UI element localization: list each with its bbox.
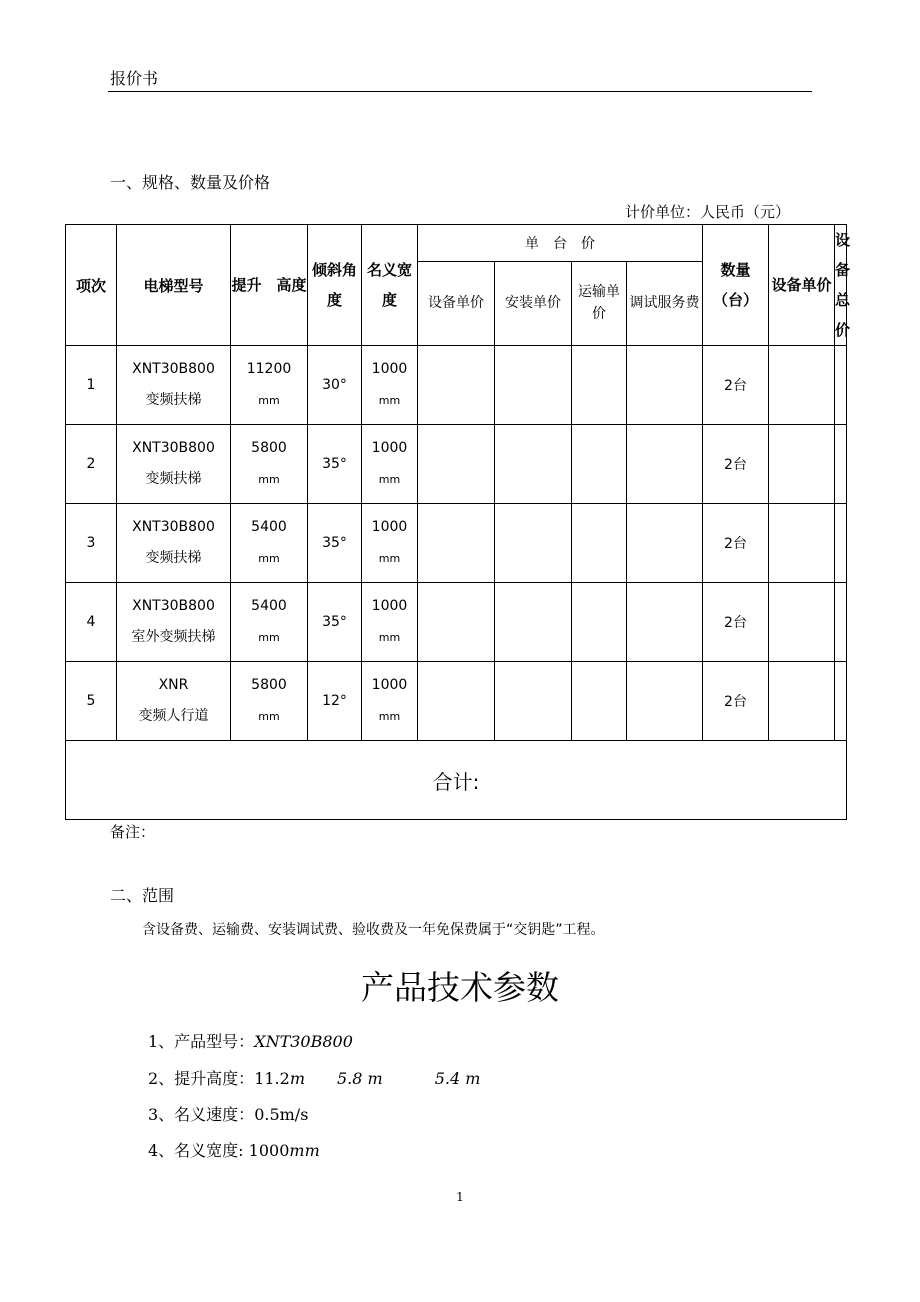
header-commission-fee: 调试服务费 <box>627 261 703 345</box>
spec-line-rise <box>148 1066 480 1089</box>
cell-equipment-unit-price <box>769 662 835 741</box>
cell-commission-fee <box>627 346 703 425</box>
spec-value: 5.8 m <box>336 1069 383 1088</box>
width-value: 1000 <box>371 361 408 377</box>
width-unit: mm <box>378 710 401 723</box>
cell-item-no: 2 <box>66 425 117 504</box>
model-code: XNT30B800 <box>132 519 215 535</box>
rise-unit: mm <box>258 631 280 644</box>
total-label: 合计: <box>66 741 847 820</box>
cell-rise <box>231 504 308 583</box>
width-value: 1000 <box>371 519 408 535</box>
rise-value: 5800 <box>251 677 287 693</box>
cell-rise <box>231 425 308 504</box>
model-code: XNT30B800 <box>132 440 215 456</box>
rise-value: 11200 <box>246 361 292 377</box>
table-total-row <box>66 741 847 820</box>
header-equipment-total-price: 设备总价 <box>835 225 847 346</box>
currency-unit-note: 计价单位：人民币（元） <box>625 203 791 221</box>
cell-rise <box>231 583 308 662</box>
cell-angle: 30° <box>308 346 362 425</box>
spec-value: 5.4 m <box>434 1069 481 1088</box>
spec-value: XNT30B800 <box>254 1032 353 1051</box>
cell-transport-unit <box>572 583 627 662</box>
page-number: 1 <box>456 1190 464 1204</box>
model-name: 变频扶梯 <box>145 550 202 566</box>
spec-unit: mm <box>289 1141 320 1160</box>
width-unit: mm <box>378 552 401 565</box>
cell-transport-unit <box>572 662 627 741</box>
cell-width <box>362 583 418 662</box>
table-row <box>66 425 847 504</box>
header-install-unit: 安装单价 <box>495 261 572 345</box>
cell-install-unit <box>495 662 572 741</box>
cell-install-unit <box>495 583 572 662</box>
model-code: XNR <box>158 677 189 693</box>
section2-heading: 二、范围 <box>110 886 175 905</box>
model-name: 变频扶梯 <box>145 471 202 487</box>
cell-equipment-total-price <box>835 662 847 741</box>
cell-commission-fee <box>627 425 703 504</box>
cell-angle: 35° <box>308 425 362 504</box>
rise-unit: mm <box>258 552 280 565</box>
header-angle: 倾斜角度 <box>308 225 362 346</box>
width-unit: mm <box>378 473 401 486</box>
header-divider <box>108 91 812 92</box>
cell-transport-unit <box>572 425 627 504</box>
cell-angle: 35° <box>308 583 362 662</box>
table-row <box>66 583 847 662</box>
header-model: 电梯型号 <box>117 225 231 346</box>
spec-label: 2、提升高度： <box>148 1069 255 1088</box>
rise-value: 5800 <box>251 440 287 456</box>
spec-value: 1000 <box>248 1141 290 1160</box>
cell-equipment-unit-price <box>769 346 835 425</box>
spec-value: 0.5m/s <box>254 1105 309 1124</box>
rise-unit: mm <box>258 473 280 486</box>
rise-unit: mm <box>258 710 280 723</box>
cell-equipment-unit <box>418 346 495 425</box>
cell-equipment-total-price <box>835 346 847 425</box>
model-name: 室外变频扶梯 <box>131 629 216 645</box>
table-row <box>66 346 847 425</box>
cell-width <box>362 346 418 425</box>
spec-label: 1、产品型号： <box>148 1032 255 1051</box>
cell-quantity: 2台 <box>703 583 769 662</box>
width-value: 1000 <box>371 440 408 456</box>
cell-model <box>117 583 231 662</box>
cell-equipment-unit-price <box>769 583 835 662</box>
table-header-row <box>66 225 847 262</box>
table-row <box>66 504 847 583</box>
header-equipment-unit: 设备单价 <box>418 261 495 345</box>
cell-commission-fee <box>627 504 703 583</box>
cell-equipment-unit <box>418 583 495 662</box>
header-item-no: 项次 <box>66 225 117 346</box>
header-equipment-unit-price: 设备单价 <box>769 225 835 346</box>
spec-line-width <box>148 1138 320 1161</box>
cell-quantity: 2台 <box>703 662 769 741</box>
table-row <box>66 662 847 741</box>
rise-unit: mm <box>258 394 280 407</box>
cell-install-unit <box>495 504 572 583</box>
cell-equipment-total-price <box>835 583 847 662</box>
remarks-label: 备注： <box>110 823 156 841</box>
cell-rise <box>231 346 308 425</box>
width-unit: mm <box>378 631 401 644</box>
spec-value: 11.2 <box>254 1069 290 1088</box>
cell-equipment-total-price <box>835 425 847 504</box>
cell-rise <box>231 662 308 741</box>
width-unit: mm <box>378 394 401 407</box>
cell-quantity: 2台 <box>703 504 769 583</box>
width-value: 1000 <box>371 677 408 693</box>
cell-item-no: 1 <box>66 346 117 425</box>
cell-width <box>362 504 418 583</box>
cell-angle: 12° <box>308 662 362 741</box>
cell-equipment-total-price <box>835 504 847 583</box>
document-header-title: 报价书 <box>110 69 159 88</box>
cell-equipment-unit-price <box>769 425 835 504</box>
cell-angle: 35° <box>308 504 362 583</box>
header-unit-price-group: 单 台 价 <box>418 225 703 262</box>
cell-transport-unit <box>572 346 627 425</box>
header-width: 名义宽度 <box>362 225 418 346</box>
spec-label: 4、名义宽度: <box>148 1141 249 1160</box>
spec-unit: m <box>289 1069 305 1088</box>
spec-line-model <box>148 1029 353 1052</box>
scope-text: 含设备费、运输费、安装调试费、验收费及一年免保费属于“交钥匙”工程。 <box>142 922 605 938</box>
cell-width <box>362 425 418 504</box>
cell-equipment-unit <box>418 504 495 583</box>
cell-model <box>117 425 231 504</box>
price-table <box>65 224 851 820</box>
model-name: 变频扶梯 <box>145 392 202 408</box>
header-quantity: 数量（台） <box>703 225 769 346</box>
product-spec-title: 产品技术参数 <box>361 968 559 1007</box>
cell-equipment-unit-price <box>769 504 835 583</box>
cell-install-unit <box>495 425 572 504</box>
cell-quantity: 2台 <box>703 346 769 425</box>
spec-line-speed <box>148 1102 308 1125</box>
cell-install-unit <box>495 346 572 425</box>
width-value: 1000 <box>371 598 408 614</box>
cell-quantity: 2台 <box>703 425 769 504</box>
spec-label: 3、名义速度： <box>148 1105 255 1124</box>
model-code: XNT30B800 <box>132 598 215 614</box>
cell-equipment-unit <box>418 425 495 504</box>
cell-item-no: 5 <box>66 662 117 741</box>
cell-item-no: 4 <box>66 583 117 662</box>
cell-transport-unit <box>572 504 627 583</box>
model-code: XNT30B800 <box>132 361 215 377</box>
cell-commission-fee <box>627 583 703 662</box>
header-transport-unit: 运输单价 <box>572 261 627 345</box>
rise-value: 5400 <box>251 519 287 535</box>
cell-model <box>117 504 231 583</box>
cell-commission-fee <box>627 662 703 741</box>
cell-width <box>362 662 418 741</box>
rise-value: 5400 <box>251 598 287 614</box>
cell-item-no: 3 <box>66 504 117 583</box>
section1-heading: 一、规格、数量及价格 <box>110 173 271 192</box>
header-rise: 提升 高度 <box>231 225 308 346</box>
cell-equipment-unit <box>418 662 495 741</box>
cell-model <box>117 662 231 741</box>
cell-model <box>117 346 231 425</box>
model-name: 变频人行道 <box>138 708 209 724</box>
